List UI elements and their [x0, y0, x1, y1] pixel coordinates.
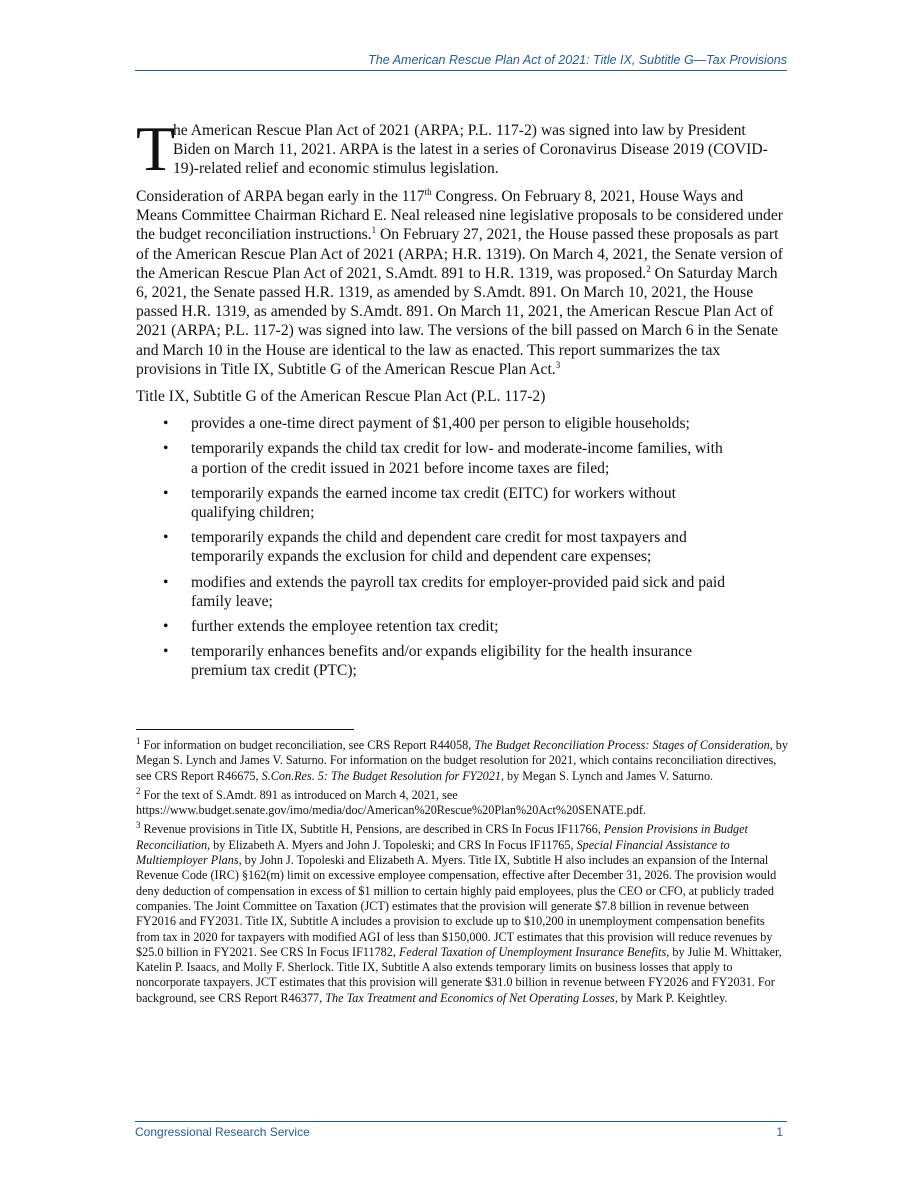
para-text: Consideration of ARPA began early in the 117 [136, 188, 425, 205]
list-item-text: modifies and extends the payroll tax credits for employer-provided paid sick and paid family leave; [191, 573, 726, 610]
footnote-1 [136, 735, 790, 784]
intro-text: he American Rescue Plan Act of 2021 (ARPA; P.L. 117-2) was signed into law by President Biden on March 11, 2021. ARPA is the latest in a series of Coronavirus Disease 2019 (COVID-19)-related relief and economic stimulus legislation. [173, 122, 768, 178]
footnote-text: For information on budget reconciliation, see CRS Report R44058, [143, 738, 475, 752]
para-text: On Saturday March 6, 2021, the Senate passed H.R. 1319, as amended by S.Amdt. 891. On March 10, 2021, the House passed H.R. 1319, as amended by S.Amdt. 891. On March 11, 2021, the American Rescue Plan Act of 2021 (ARPA; P.L. 117-2) was signed into law. The versions of the bill passed on March 6 in the Senate and March 10 in the House are identical to the law as enacted. This report summarizes the tax provisions in Title IX, Subtitle G of the American Rescue Plan Act. [136, 264, 779, 378]
list-item-text: temporarily expands the child tax credit for low- and moderate-income families, with a portion of the credit issued in 2021 before income taxes are filed; [191, 440, 723, 477]
para-text: On February 27, 2021, the House passed these proposals as part of the American Rescue Plan Act of 2021 (ARPA; H.R. 1319). On March 4, 2021, the Senate version of the American Rescue Plan Act of 2021, S.Amdt. 891 to H.R. 1319, was proposed. [136, 226, 783, 282]
lead-in-sentence: Title IX, Subtitle G of the American Rescue Plan Act (P.L. 117-2) [136, 388, 546, 406]
list-item [136, 573, 786, 611]
list-item-text: further extends the employee retention tax credit; [191, 618, 499, 636]
footnote-text: , by Mark P. Keightley. [614, 990, 728, 1005]
footnote-text: , by Elizabeth A. Myers and John J. Topoleski; and CRS In Focus IF11765, [207, 837, 577, 852]
list-item-text: temporarily expands the child and dependent care credit for most taxpayers and temporarily expands the exclusion for child and dependent care expenses; [191, 529, 687, 566]
main-content [136, 113, 786, 687]
footnote-number: 1 [136, 735, 141, 746]
superscript-th: th [424, 186, 432, 197]
footnotes [136, 735, 790, 1010]
bullet-icon: • [163, 618, 169, 636]
running-header-title: The American Rescue Plan Act of 2021: Title IX, Subtitle G—Tax Provisions [368, 53, 787, 67]
list-item-text: temporarily enhances benefits and/or expands eligibility for the health insurance premium tax credit (PTC); [191, 643, 692, 680]
list-item [136, 484, 786, 522]
para-text: Congress. On February 8, 2021, House Ways and Means Committee Chairman Richard E. Neal released nine legislative proposals to be considered under the budget reconciliation instructions. [136, 188, 783, 244]
bullet-icon: • [163, 440, 169, 458]
footnote-ref-1[interactable]: 1 [371, 225, 377, 236]
footnote-2 [136, 785, 790, 819]
provisions-list [136, 414, 786, 680]
footnote-text: , by Megan S. Lynch and James V. Saturno. [500, 768, 714, 783]
footnote-text: For the text of S.Amdt. 891 as introduced on March 4, 2021, see https://www.budget.senate.gov/imo/media/doc/American%20Rescue%20Plan%20Act%20SENATE.pdf. [136, 787, 646, 818]
footnote-number: 2 [136, 785, 141, 796]
list-item [136, 642, 786, 680]
footnote-text: Revenue provisions in Title IX, Subtitle H, Pensions, are described in CRS In Focus IF11766, [143, 822, 604, 837]
report-title: Special Financial Assistance to Multiemployer Plans [136, 837, 730, 868]
page-footer [135, 1121, 787, 1139]
report-title: S.Con.Res. 5: The Budget Resolution for FY2021 [261, 768, 501, 783]
bullet-icon: • [163, 573, 169, 591]
bullet-icon: • [163, 529, 169, 547]
list-item [136, 617, 786, 636]
drop-cap: T [136, 113, 176, 184]
report-title: Pension Provisions in Budget Reconciliation [136, 822, 748, 852]
report-title: Federal Taxation of Unemployment Insurance Benefits [398, 944, 667, 959]
footer-org: Congressional Research Service [135, 1125, 310, 1139]
footnote-text: , by Julie M. Whittaker, Katelin P. Isaacs, and Molly F. Sherlock. Title IX, Subtitle A also extends temporary limits on business losses that apply to noncorporate taxpayers. JCT estimates that this provision will generate $31.0 billion in revenue between FY2026 and FY2031. For background, see CRS Report R46377, [136, 944, 782, 1005]
footnote-3 [136, 822, 790, 1006]
consideration-paragraph [136, 187, 786, 379]
report-title: The Budget Reconciliation Process: Stages of Consideration [474, 738, 770, 752]
footnote-ref-2[interactable]: 2 [646, 263, 651, 274]
bullet-icon: • [163, 415, 169, 433]
bullet-icon: • [163, 484, 169, 502]
footnote-divider [136, 729, 354, 730]
footnote-text: , by Megan S. Lynch and James V. Saturno. For information on the budget resolution for 2021, which contains reconciliation directives, see CRS Report R46675, [136, 738, 788, 783]
intro-paragraph [136, 113, 786, 184]
list-item [136, 528, 786, 566]
list-item-text: temporarily expands the earned income tax credit (EITC) for workers without qualifying children; [191, 484, 676, 522]
running-header [135, 53, 787, 71]
page-number: 1 [776, 1125, 783, 1139]
list-item [136, 414, 786, 433]
report-title: The Tax Treatment and Economics of Net Operating Losses [325, 990, 615, 1005]
footnote-number: 3 [136, 820, 141, 831]
list-item [136, 439, 786, 477]
footnote-text: , by John J. Topoleski and Elizabeth A. Myers. Title IX, Subtitle H also includes an expansion of the Internal Revenue Code (IRC) §162(m) limit on excessive employee compensation, effective after December 31, 2026. The provision would deny deduction of compensation in excess of $1 million to certain highly paid employees, plus the CEO or CFO, at publicly traded companies. The Joint Committee on Taxation (JCT) estimates that the provision will generate $7.8 billion in revenue between FY2016 and FY2031. Title IX, Subtitle A includes a provision to exclude up to $10,200 in unemployment compensation benefits from tax in 2020 for taxpayers with modified AGI of less than $150,000. JCT estimates that this provision will reduce revenues by $25.0 billion in FY2021. See CRS In Focus IF11782, [136, 853, 777, 959]
list-item-text: provides a one-time direct payment of $1,400 per person to eligible households; [191, 415, 690, 433]
bullet-icon: • [163, 643, 169, 661]
footnote-ref-3[interactable]: 3 [555, 359, 561, 370]
